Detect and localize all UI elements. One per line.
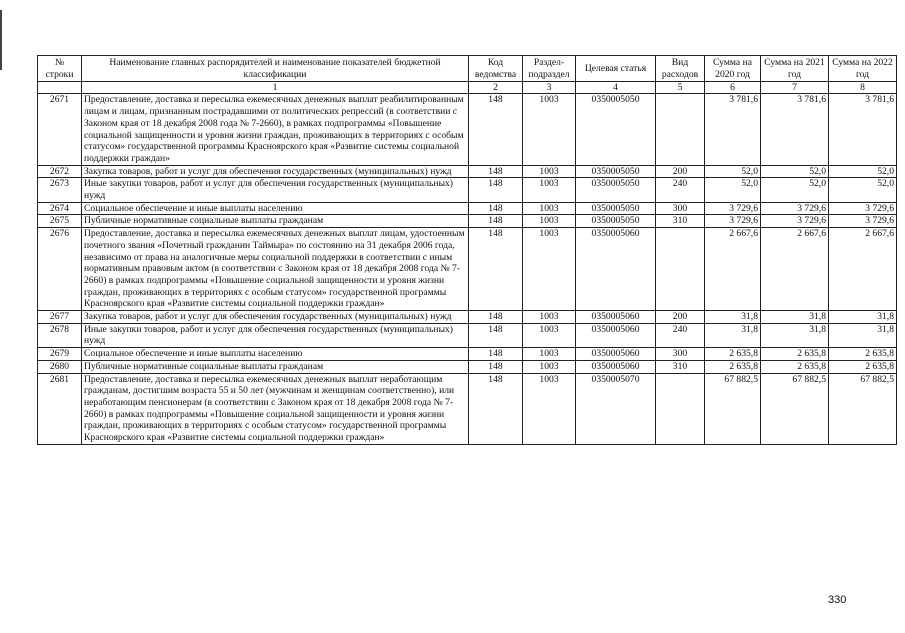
table-row: [38, 94, 897, 165]
sum-2021-cell: 52,0: [761, 165, 829, 178]
section-cell: 1003: [523, 202, 576, 215]
table-row: [38, 323, 897, 347]
row-number-cell: 2674: [38, 202, 82, 215]
sum-2022-cell: 52,0: [829, 178, 897, 202]
row-number-cell: 2681: [38, 373, 82, 444]
budget-table: [37, 55, 897, 445]
sum-2021-cell: 31,8: [761, 311, 829, 324]
sum-2021-cell: 3 781,6: [761, 94, 829, 165]
sum-2020-cell: 31,8: [705, 323, 761, 347]
section-cell: 1003: [523, 311, 576, 324]
sum-2022-cell: 2 635,8: [829, 348, 897, 361]
page-number: 330: [828, 594, 847, 606]
expense-type-cell: 300: [656, 202, 705, 215]
row-name-cell: Социальное обеспечение и иные выплаты населению: [82, 202, 469, 215]
column-number: [38, 82, 82, 94]
row-name-cell: Публичные нормативные социальные выплаты гражданам: [82, 360, 469, 373]
sum-2021-cell: 2 635,8: [761, 348, 829, 361]
sum-2022-cell: 31,8: [829, 311, 897, 324]
sum-2020-cell: 3 781,6: [705, 94, 761, 165]
header-row: [38, 56, 897, 82]
table-row: [38, 178, 897, 202]
target-article-cell: 0350005050: [576, 178, 656, 202]
section-cell: 1003: [523, 94, 576, 165]
dept-code-cell: 148: [469, 215, 523, 228]
expense-type-cell: 310: [656, 215, 705, 228]
header-name: Наименование главных распорядителей и наименование показателей бюджетной классификации: [82, 56, 469, 82]
table-row: [38, 165, 897, 178]
expense-type-cell: 310: [656, 360, 705, 373]
target-article-cell: 0350005060: [576, 348, 656, 361]
sum-2020-cell: 3 729,6: [705, 215, 761, 228]
row-number-cell: 2673: [38, 178, 82, 202]
target-article-cell: 0350005050: [576, 94, 656, 165]
expense-type-cell: [656, 228, 705, 311]
expense-type-cell: 300: [656, 348, 705, 361]
table-row: [38, 228, 897, 311]
row-name-cell: Предоставление, доставка и пересылка ежемесячных денежных выплат неработающим гражданам, достигшим возраста 55 и 50 лет (мужчинам и женщинам соответственно), или неработающим пенсионерам (в соответствии с Законом края от 18 декабря 2008 года № 7-2660) в рамках подпрограммы «Повышение социальной защищенности и уровня жизни граждан, проживающих в территориях с особым статусом» государственной программы Красноярского края «Развитие системы социальной поддержки граждан»: [82, 373, 469, 444]
table-row: [38, 373, 897, 444]
section-cell: 1003: [523, 165, 576, 178]
section-cell: 1003: [523, 178, 576, 202]
table-row: [38, 360, 897, 373]
column-number: 2: [469, 82, 523, 94]
row-name-cell: Иные закупки товаров, работ и услуг для обеспечения государственных (муниципальных) нужд: [82, 323, 469, 347]
column-number: 8: [829, 82, 897, 94]
column-number: 5: [656, 82, 705, 94]
header-dept-code: Код ведомства: [469, 56, 523, 82]
dept-code-cell: 148: [469, 94, 523, 165]
row-number-cell: 2678: [38, 323, 82, 347]
column-number: 1: [82, 82, 469, 94]
sum-2022-cell: 2 667,6: [829, 228, 897, 311]
expense-type-cell: 200: [656, 311, 705, 324]
header-sum-2022: Сумма на 2022 год: [829, 56, 897, 82]
sum-2022-cell: 67 882,5: [829, 373, 897, 444]
sum-2020-cell: 52,0: [705, 178, 761, 202]
sum-2022-cell: 3 729,6: [829, 215, 897, 228]
section-cell: 1003: [523, 360, 576, 373]
header-target-article: Целевая статья: [576, 56, 656, 82]
section-cell: 1003: [523, 228, 576, 311]
row-name-cell: Предоставление, доставка и пересылка ежемесячных денежных выплат лицам, удостоенным почетного звания «Почетный гражданин Таймыра» по состоянию на 31 декабря 2006 года, независимо от права на аналогичные меры социальной поддержки в соответствии с иным нормативным правовым актом (в соответствии с Законом края от 18 декабря 2008 года № 7-2660) в рамках подпрограммы «Повышение социальной защищенности и уровня жизни граждан, проживающих в территориях с особым статусом» государственной программы Красноярского края «Развитие системы социальной поддержки граждан»: [82, 228, 469, 311]
column-number: 4: [576, 82, 656, 94]
sum-2022-cell: 3 729,6: [829, 202, 897, 215]
row-name-cell: Публичные нормативные социальные выплаты гражданам: [82, 215, 469, 228]
row-number-cell: 2680: [38, 360, 82, 373]
table-row: [38, 215, 897, 228]
dept-code-cell: 148: [469, 165, 523, 178]
sum-2021-cell: 31,8: [761, 323, 829, 347]
row-number-cell: 2676: [38, 228, 82, 311]
dept-code-cell: 148: [469, 360, 523, 373]
expense-type-cell: 240: [656, 178, 705, 202]
sum-2020-cell: 2 635,8: [705, 348, 761, 361]
row-number-cell: 2671: [38, 94, 82, 165]
row-number-cell: 2675: [38, 215, 82, 228]
row-number-cell: 2679: [38, 348, 82, 361]
column-number: 3: [523, 82, 576, 94]
header-sum-2021: Сумма на 2021 год: [761, 56, 829, 82]
header-sum-2020: Сумма на 2020 год: [705, 56, 761, 82]
target-article-cell: 0350005060: [576, 311, 656, 324]
sum-2020-cell: 2 635,8: [705, 360, 761, 373]
column-number: 6: [705, 82, 761, 94]
table-row: [38, 348, 897, 361]
header-row-number: № строки: [38, 56, 82, 82]
row-name-cell: Социальное обеспечение и иные выплаты населению: [82, 348, 469, 361]
row-number-cell: 2677: [38, 311, 82, 324]
target-article-cell: 0350005070: [576, 373, 656, 444]
sum-2020-cell: 31,8: [705, 311, 761, 324]
sum-2022-cell: 2 635,8: [829, 360, 897, 373]
scan-edge-line: [0, 10, 2, 70]
row-name-cell: Иные закупки товаров, работ и услуг для обеспечения государственных (муниципальных) нужд: [82, 178, 469, 202]
sum-2022-cell: 3 781,6: [829, 94, 897, 165]
target-article-cell: 0350005050: [576, 165, 656, 178]
target-article-cell: 0350005050: [576, 202, 656, 215]
sum-2020-cell: 2 667,6: [705, 228, 761, 311]
column-number: 7: [761, 82, 829, 94]
sum-2022-cell: 31,8: [829, 323, 897, 347]
sum-2021-cell: 2 635,8: [761, 360, 829, 373]
sum-2021-cell: 3 729,6: [761, 215, 829, 228]
row-name-cell: Закупка товаров, работ и услуг для обеспечения государственных (муниципальных) нужд: [82, 165, 469, 178]
row-name-cell: Закупка товаров, работ и услуг для обеспечения государственных (муниципальных) нужд: [82, 311, 469, 324]
row-name-cell: Предоставление, доставка и пересылка ежемесячных денежных выплат реабилитированным лицам и лицам, признанным пострадавшими от политических репрессий (в соответствии с Законом края от 18 декабря 2008 года № 7-2660), в рамках подпрограммы «Повышение социальной защищенности и уровня жизни граждан, проживающих в территориях с особым статусом» государственной программы Красноярского края «Развитие системы социальной поддержки граждан»: [82, 94, 469, 165]
column-numbering-row: [38, 82, 897, 94]
dept-code-cell: 148: [469, 178, 523, 202]
dept-code-cell: 148: [469, 348, 523, 361]
table-row: [38, 202, 897, 215]
sum-2020-cell: 67 882,5: [705, 373, 761, 444]
sum-2022-cell: 52,0: [829, 165, 897, 178]
sum-2021-cell: 3 729,6: [761, 202, 829, 215]
target-article-cell: 0350005060: [576, 228, 656, 311]
expense-type-cell: [656, 373, 705, 444]
dept-code-cell: 148: [469, 311, 523, 324]
table-row: [38, 311, 897, 324]
section-cell: 1003: [523, 373, 576, 444]
sum-2021-cell: 52,0: [761, 178, 829, 202]
target-article-cell: 0350005060: [576, 360, 656, 373]
dept-code-cell: 148: [469, 202, 523, 215]
target-article-cell: 0350005060: [576, 323, 656, 347]
expense-type-cell: [656, 94, 705, 165]
expense-type-cell: 240: [656, 323, 705, 347]
dept-code-cell: 148: [469, 373, 523, 444]
sum-2021-cell: 2 667,6: [761, 228, 829, 311]
section-cell: 1003: [523, 323, 576, 347]
header-section: Раздел-подраздел: [523, 56, 576, 82]
expense-type-cell: 200: [656, 165, 705, 178]
sum-2020-cell: 52,0: [705, 165, 761, 178]
row-number-cell: 2672: [38, 165, 82, 178]
sum-2021-cell: 67 882,5: [761, 373, 829, 444]
target-article-cell: 0350005050: [576, 215, 656, 228]
section-cell: 1003: [523, 348, 576, 361]
dept-code-cell: 148: [469, 228, 523, 311]
dept-code-cell: 148: [469, 323, 523, 347]
section-cell: 1003: [523, 215, 576, 228]
header-expense-type: Вид расходов: [656, 56, 705, 82]
sum-2020-cell: 3 729,6: [705, 202, 761, 215]
